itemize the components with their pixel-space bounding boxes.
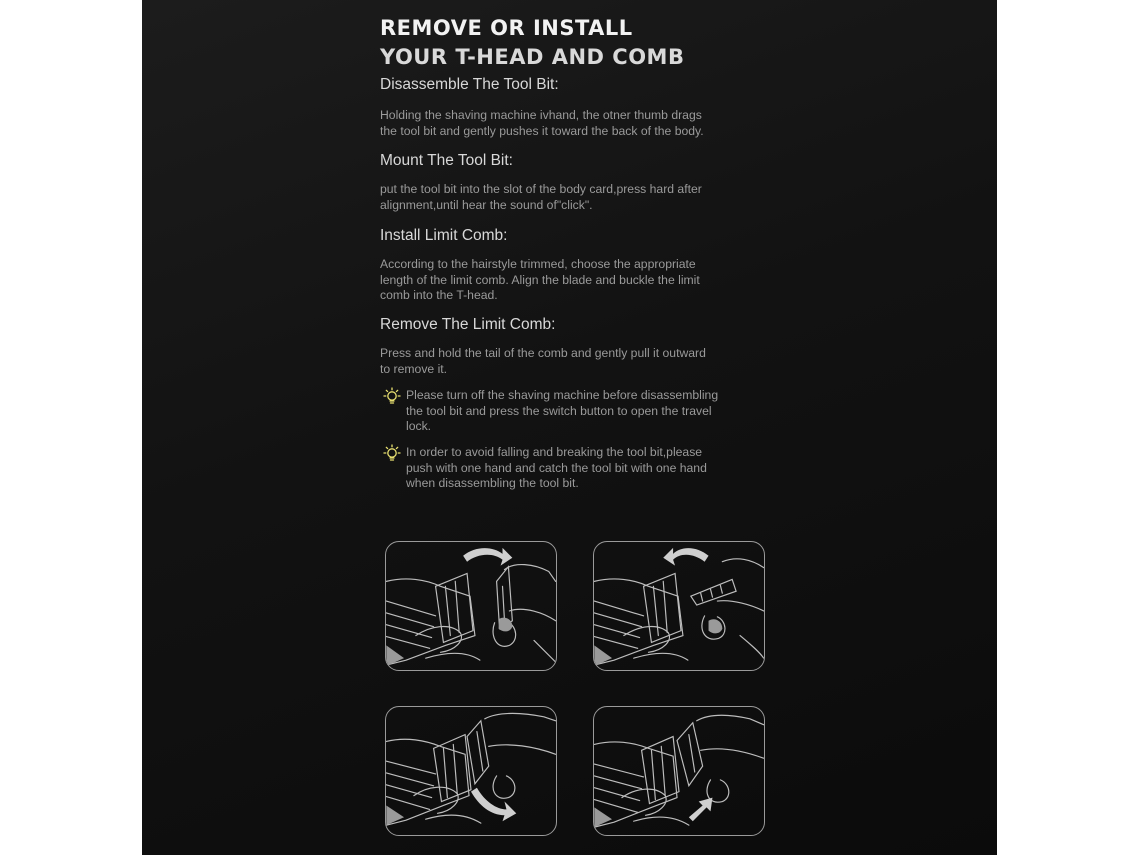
page-title xyxy=(380,14,684,72)
hand-clipper-drawing xyxy=(386,542,556,670)
text-line: length of the limit comb. Align the blade and buckle the limit xyxy=(380,272,700,287)
text-line: Holding the shaving machine ivhand, the otner thumb drags xyxy=(380,108,702,122)
text-line: lock. xyxy=(406,419,432,434)
text-line: to remove it. xyxy=(380,361,448,376)
hand-clipper-drawing xyxy=(594,542,764,670)
text-line: the tool bit and gently pushes it toward the back of the body. xyxy=(380,123,704,138)
section-text-remove-comb xyxy=(380,346,750,377)
text-line: In order to avoid falling and breaking the tool bit,please xyxy=(406,445,703,459)
title-line-1: REMOVE OR INSTALL xyxy=(380,16,633,40)
text-line: alignment,until hear the sound of"click". xyxy=(380,197,593,212)
illustration-comb-step-2 xyxy=(593,706,765,836)
instruction-panel xyxy=(142,0,997,855)
section-heading-disassemble: Disassemble The Tool Bit: xyxy=(380,76,559,93)
text-line: Press and hold the tail of the comb and gently pull it outward xyxy=(380,346,706,360)
text-line: comb into the T-head. xyxy=(380,288,498,303)
text-line: put the tool bit into the slot of the body card,press hard after xyxy=(380,182,702,196)
text-line: push with one hand and catch the tool bit with one hand xyxy=(406,460,707,475)
illustration-mount-blade xyxy=(593,541,765,671)
section-heading-mount: Mount The Tool Bit: xyxy=(380,152,513,169)
tip-text-2 xyxy=(406,445,707,492)
section-text-disassemble xyxy=(380,108,750,139)
text-line: Please turn off the shaving machine before disassembling xyxy=(406,388,719,402)
hand-clipper-drawing xyxy=(594,707,764,835)
title-line-2: YOUR T-HEAD AND COMB xyxy=(380,45,685,69)
text-line: According to the hairstyle trimmed, choose the appropriate xyxy=(380,257,696,271)
hand-clipper-drawing xyxy=(386,707,556,835)
illustration-remove-blade xyxy=(385,541,557,671)
section-text-install-comb xyxy=(380,257,750,304)
section-heading-remove-comb: Remove The Limit Comb: xyxy=(380,316,556,333)
lightbulb-icon xyxy=(382,387,402,407)
section-text-mount xyxy=(380,182,750,213)
text-line: when disassembling the tool bit. xyxy=(406,476,579,491)
text-line: the tool bit and press the switch button to open the travel xyxy=(406,403,712,418)
tip-text-1 xyxy=(406,388,718,435)
lightbulb-icon xyxy=(382,444,402,464)
section-heading-install-comb: Install Limit Comb: xyxy=(380,227,508,244)
illustration-comb-step-1 xyxy=(385,706,557,836)
